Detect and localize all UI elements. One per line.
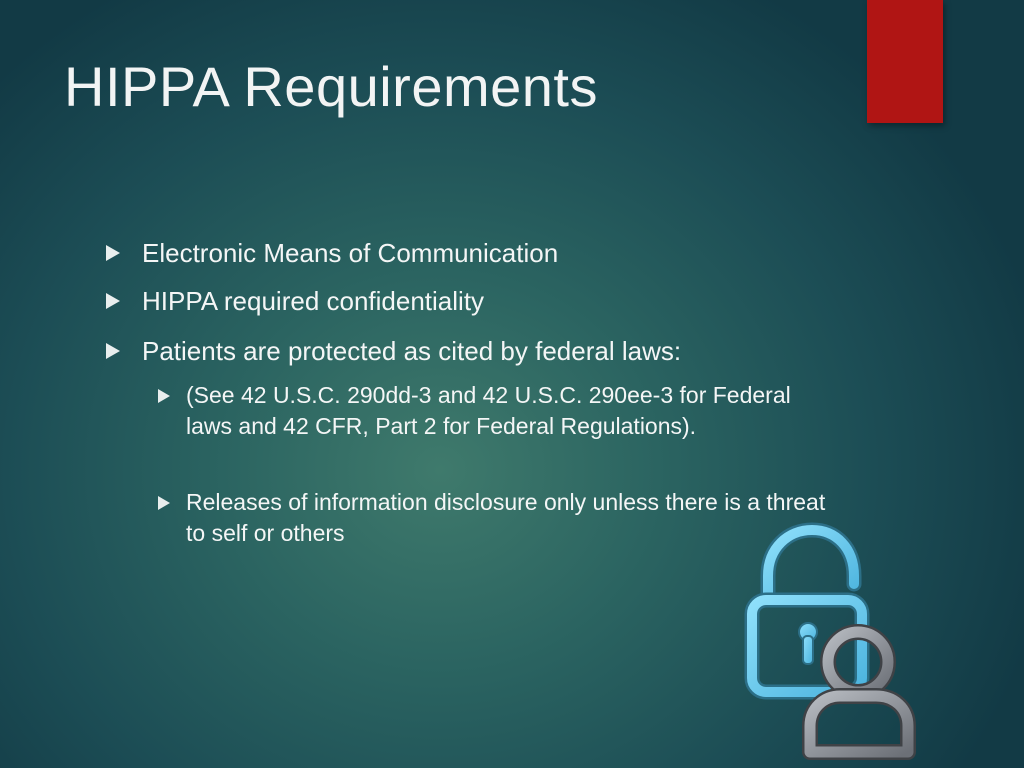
bullet-item bbox=[142, 238, 558, 268]
sub-bullet-text: (See 42 U.S.C. 290dd-3 and 42 U.S.C. 290ee-3 for Federal laws and 42 CFR, Part 2 for Federal Regulations). bbox=[186, 382, 791, 439]
slide-title: HIPPA Requirements bbox=[64, 55, 598, 118]
sub-bullet-item bbox=[186, 487, 826, 549]
sub-bullet-item bbox=[186, 380, 826, 442]
bullet-arrow-icon bbox=[158, 389, 170, 403]
bullet-arrow-icon bbox=[106, 343, 120, 359]
bullet-arrow-icon bbox=[106, 293, 120, 309]
bullet-text: Patients are protected as cited by federal laws: bbox=[142, 336, 682, 366]
bullet-text: HIPPA required confidentiality bbox=[142, 286, 485, 316]
bullet-item bbox=[142, 286, 484, 316]
bullet-arrow-icon bbox=[158, 496, 170, 510]
bullet-text: Electronic Means of Communication bbox=[142, 238, 559, 268]
unlocked-padlock-person-icon bbox=[740, 520, 920, 760]
sub-bullet-text: Releases of information disclosure only unless there is a threat to self or others bbox=[186, 489, 826, 546]
accent-bar bbox=[867, 0, 943, 123]
bullet-arrow-icon bbox=[106, 245, 120, 261]
bullet-item bbox=[142, 336, 681, 366]
